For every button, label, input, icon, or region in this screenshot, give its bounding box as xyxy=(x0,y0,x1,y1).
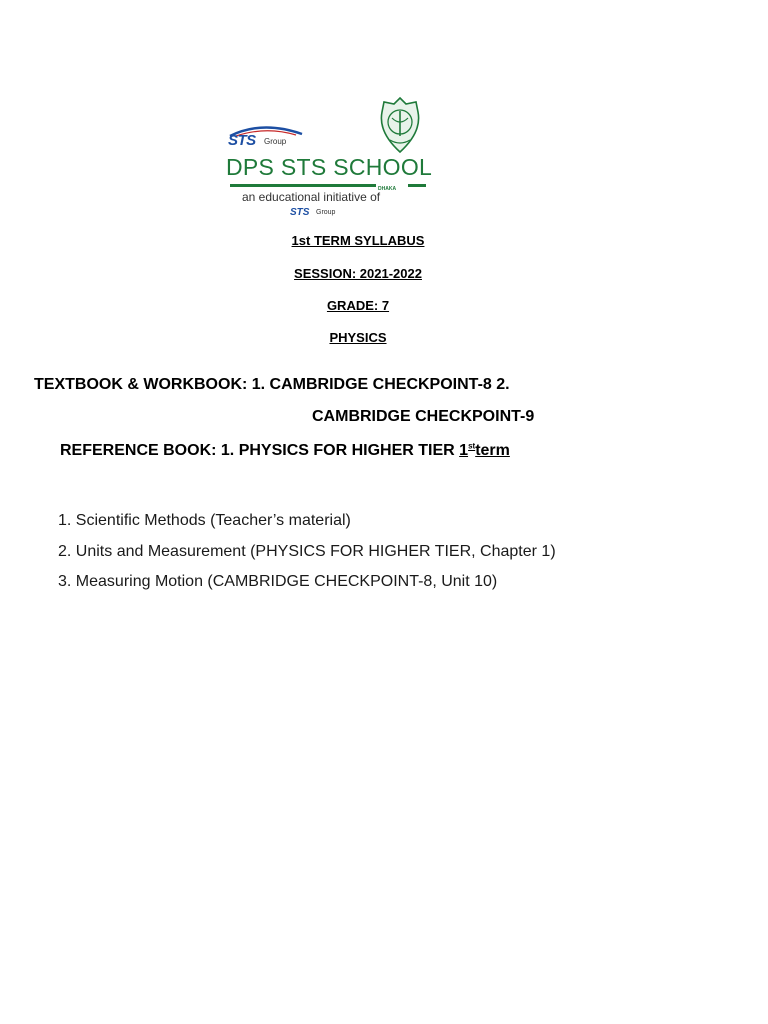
sts-group-label: Group xyxy=(264,137,287,146)
topic-item: 3. Measuring Motion (CAMBRIDGE CHECKPOINT-8, Unit 10) xyxy=(58,573,498,590)
sts-group-label-small: Group xyxy=(316,209,336,216)
term-number: 1 xyxy=(459,442,469,459)
subject-heading: PHYSICS xyxy=(329,330,387,345)
logo-divider xyxy=(230,184,426,187)
dhaka-label: DHAKA xyxy=(378,186,397,192)
reference-book xyxy=(60,442,510,460)
school-crest-icon xyxy=(376,96,424,154)
term-ordinal: st xyxy=(468,441,476,451)
term-word: term xyxy=(475,442,510,459)
textbook-line-2: CAMBRIDGE CHECKPOINT-9 xyxy=(312,408,535,425)
school-logo xyxy=(226,94,433,224)
initiative-tagline: an educational initiative of xyxy=(242,190,381,204)
textbook-line-1: TEXTBOOK & WORKBOOK: 1. CAMBRIDGE CHECKPOINT-8 2. xyxy=(34,376,510,393)
school-name: DPS STS SCHOOL xyxy=(226,154,433,180)
topic-item: 2. Units and Measurement (PHYSICS FOR HIGHER TIER, Chapter 1) xyxy=(58,543,556,560)
reference-book-title: REFERENCE BOOK: 1. PHYSICS FOR HIGHER TIER xyxy=(60,442,460,459)
session-heading: SESSION: 2021-2022 xyxy=(294,266,422,281)
term-heading: 1st TERM SYLLABUS xyxy=(291,233,425,248)
sts-group-logo-small xyxy=(290,207,350,221)
sts-mark-small: STS xyxy=(290,207,310,218)
sts-group-logo xyxy=(226,124,306,150)
topic-item: 1. Scientific Methods (Teacher’s material) xyxy=(58,512,351,529)
grade-heading: GRADE: 7 xyxy=(326,298,390,313)
sts-mark: STS xyxy=(228,132,256,149)
